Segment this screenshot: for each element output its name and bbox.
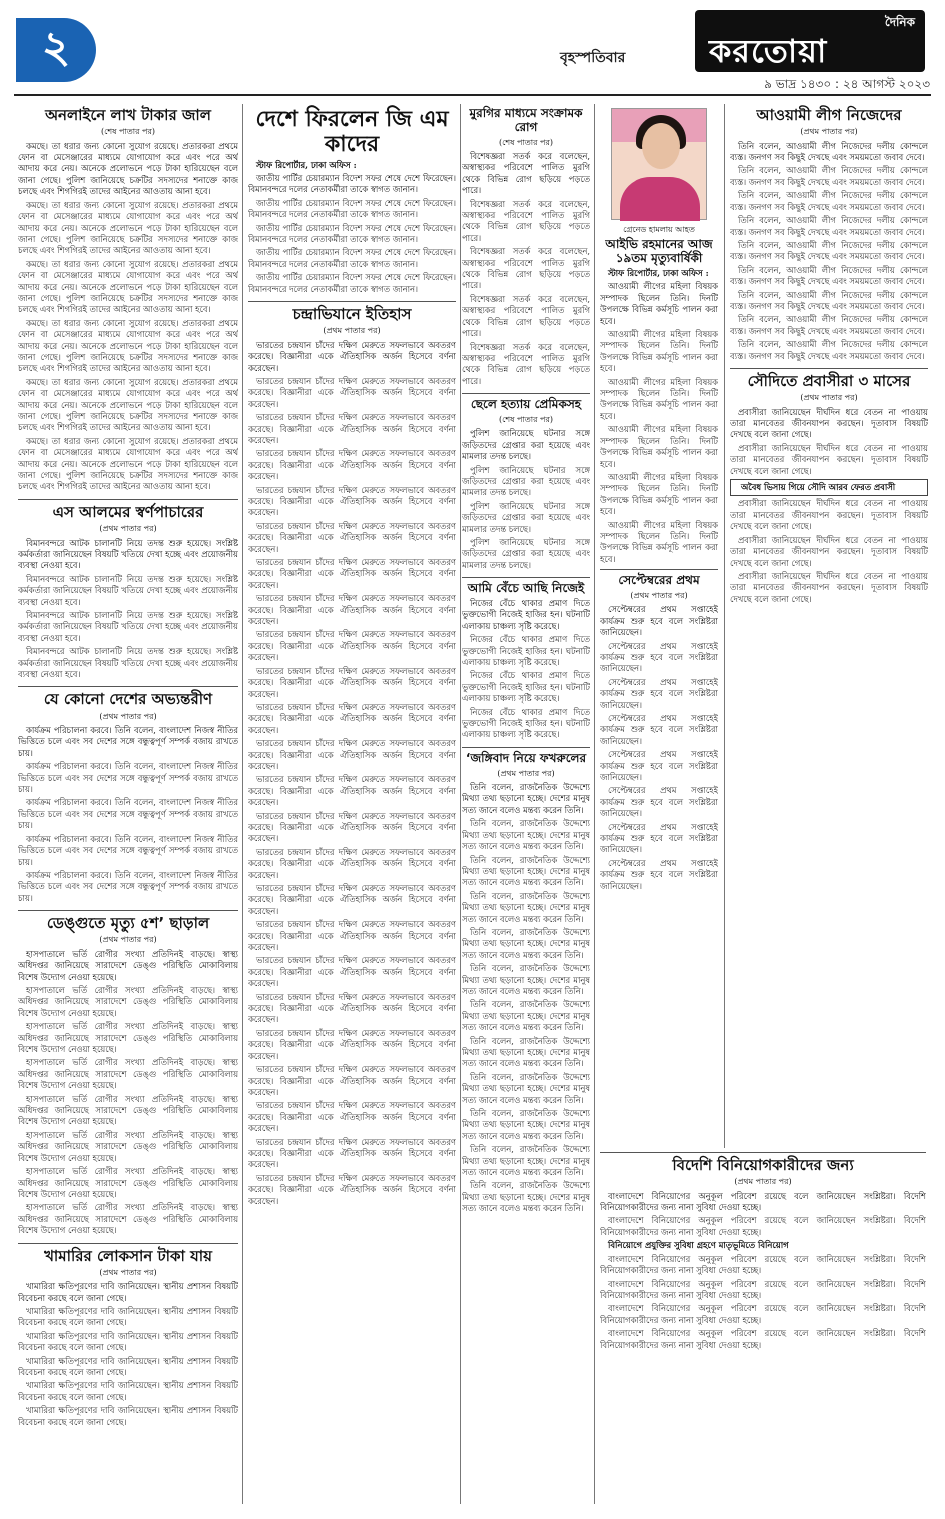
paragraph: প্রবাসীরা জানিয়েছেন দীর্ঘদিন ধরে বেতন না পাওয়ায় তারা মানবেতর জীবনযাপন করছেন। দূতাবাস বিষয়টি দেখছে বলে জানা গেছে। — [730, 534, 928, 568]
weekday: বৃহস্পতিবার — [560, 50, 626, 66]
inline-subhead: বিনিয়োগে প্রযুক্তির সুবিধা গ্রহণে মাতৃভূমিতে বিনিয়োগ — [608, 1240, 789, 1251]
paragraph: ভারতের চন্দ্রযান চাঁদের দক্ষিণ মেরুতে সফলভাবে অবতরণ করেছে। বিজ্ঞানীরা একে ঐতিহাসিক অর্জন হিসেবে বর্ণনা করেছেন। — [248, 339, 456, 373]
paragraph: ভারতের চন্দ্রযান চাঁদের দক্ষিণ মেরুতে সফলভাবে অবতরণ করেছে। বিজ্ঞানীরা একে ঐতিহাসিক অর্জন হিসেবে বর্ণনা করেছেন। — [248, 375, 456, 409]
article-body — [600, 604, 718, 892]
headline: ‘জঙ্গিবাদ নিয়ে ফখরুলের — [465, 750, 587, 765]
paragraph: প্রবাসীরা জানিয়েছেন দীর্ঘদিন ধরে বেতন না পাওয়ায় তারা মানবেতর জীবনযাপন করছেন। দূতাবাস বিষয়টি দেখছে বলে জানা গেছে। — [730, 442, 928, 476]
paragraph: তিনি বলেন, রাজনৈতিক উদ্দেশ্যে মিথ্যা তথ্য ছড়ানো হচ্ছে। দেশের মানুষ সত্য জানে বলেও মন্তব্য করেন তিনি। — [462, 1035, 590, 1069]
paragraph: আওয়ামী লীগের মহিলা বিষয়ক সম্পাদক ছিলেন তিনি। দিনটি উপলক্ষে বিভিন্ন কর্মসূচি পালন করা হবে। — [600, 329, 718, 374]
paragraph: প্রবাসীরা জানিয়েছেন দীর্ঘদিন ধরে বেতন না পাওয়ায় তারা মানবেতর জীবনযাপন করছেন। দূতাবাস বিষয়টি দেখছে বলে জানা গেছে। — [730, 570, 928, 604]
paragraph: তিনি বলেন, রাজনৈতিক উদ্দেশ্যে মিথ্যা তথ্য ছড়ানো হচ্ছে। দেশের মানুষ সত্য জানে বলেও মন্তব্য করেন তিনি। — [462, 782, 590, 815]
continued-note: (প্রথম পাতার পর) — [99, 711, 157, 721]
paragraph: তিনি বলেন, রাজনৈতিক উদ্দেশ্যে মিথ্যা তথ্য ছড়ানো হচ্ছে। দেশের মানুষ সত্য জানে বলেও মন্তব্য করেন তিনি। — [462, 1108, 590, 1141]
divider — [248, 301, 456, 302]
paragraph: খামারিরা ক্ষতিপূরণের দাবি জানিয়েছেন। স্থানীয় প্রশাসন বিষয়টি বিবেচনা করছে বলে জানা গেছে। — [18, 1330, 238, 1353]
paragraph: হাসপাতালে ভর্তি রোগীর সংখ্যা প্রতিদিনই বাড়ছে। স্বাস্থ্য অধিদপ্তর জানিয়েছে সারাদেশে ডেঙ্গু পরিস্থিতি মোকাবিলায় বিশেষ উদ্যোগ নেওয়া হয়েছে। — [18, 1166, 238, 1199]
paragraph: হাসপাতালে ভর্তি রোগীর সংখ্যা প্রতিদিনই বাড়ছে। স্বাস্থ্য অধিদপ্তর জানিয়েছে সারাদেশে ডেঙ্গু পরিস্থিতি মোকাবিলায় বিশেষ উদ্যোগ নেওয়া হয়েছে। — [18, 1202, 238, 1236]
headline: ডেঙ্গুতে মৃত্যু ৫শ’ ছাড়াল — [46, 914, 210, 933]
paragraph: তিনি বলেন, আওয়ামী লীগ নিজেদের দলীয় কোন্দলে ব্যস্ত। জনগণ সব কিছুই দেখছে এবং সময়মতো জবাব দেবে। — [730, 215, 928, 237]
continued-note: (প্রথম পাতার পর) — [99, 1267, 157, 1277]
column-divider — [594, 104, 595, 1504]
paragraph: ভারতের চন্দ্রযান চাঁদের দক্ষিণ মেরুতে সফলভাবে অবতরণ করেছে। বিজ্ঞানীরা একে ঐতিহাসিক অর্জন হিসেবে বর্ণনা করেছেন। — [248, 883, 456, 916]
masthead — [0, 0, 945, 92]
paragraph: কমছে। তা ধরার জন্য কোনো সুযোগ রয়েছে। প্রতারকরা প্রথমে ফোন বা মেসেঞ্জারের মাধ্যমে যোগাযোগ করে এবং পরে অর্থ আদায় করে নেয়। অনেকে প্রলোভনে পড়ে টাকা হারিয়েছেন বলে জানা গেছে। পুলিশ জানিয়েছে চক্রটির সদস্যদের শনাক্তে কাজ চলছে এবং শিগগিরই তাদের আইনের আওতায় আনা হবে। — [18, 376, 238, 433]
paragraph: বিশেষজ্ঞরা সতর্ক করে বলেছেন, অস্বাস্থ্যকর পরিবেশে পালিত মুরগি থেকে বিভিন্ন রোগ ছড়িয়ে পড়তে পারে। — [462, 341, 590, 386]
paragraph: বিমানবন্দরে আটক চালানটি নিয়ে তদন্ত শুরু হয়েছে। সংশ্লিষ্ট কর্মকর্তারা জানিয়েছেন বিষয়টি খতিয়ে দেখা হচ্ছে এবং প্রয়োজনীয় ব্যবস্থা নেওয়া হবে। — [18, 646, 238, 679]
paragraph: সেপ্টেম্বরের প্রথম সপ্তাহেই কার্যক্রম শুরু হবে বলে সংশ্লিষ্টরা জানিয়েছেন। — [600, 857, 718, 891]
paragraph: নিজের বেঁচে থাকার প্রমাণ দিতে ভুক্তভোগী নিজেই হাজির হন। ঘটনাটি এলাকায় চাঞ্চল্য সৃষ্টি করেছে। — [462, 706, 590, 740]
paragraph: পুলিশ জানিয়েছে ঘটনার সঙ্গে জড়িতদের গ্রেপ্তার করা হয়েছে এবং মামলার তদন্ত চলছে। — [462, 500, 590, 534]
paragraph: তিনি বলেন, আওয়ামী লীগ নিজেদের দলীয় কোন্দলে ব্যস্ত। জনগণ সব কিছুই দেখছে এবং সময়মতো জবাব দেবে। — [730, 239, 928, 262]
paragraph: ভারতের চন্দ্রযান চাঁদের দক্ষিণ মেরুতে সফলভাবে অবতরণ করেছে। বিজ্ঞানীরা একে ঐতিহাসিক অর্জন হিসেবে বর্ণনা করেছেন। — [248, 1027, 456, 1061]
inline-subhead: অবৈধ ভিসায় গিয়ে সৌদি আরব ফেরত প্রবাসী — [741, 482, 896, 493]
paragraph: কার্যক্রম পরিচালনা করবে। তিনি বলেন, বাংলাদেশ নিজস্ব নীতির ভিত্তিতে চলে এবং সব দেশের সঙ্গে বন্ধুত্বপূর্ণ সম্পর্ক বজায় রাখতে চায়। — [18, 761, 238, 795]
newspaper-logo — [695, 10, 925, 72]
paragraph: ভারতের চন্দ্রযান চাঁদের দক্ষিণ মেরুতে সফলভাবে অবতরণ করেছে। বিজ্ঞানীরা একে ঐতিহাসিক অর্জন হিসেবে বর্ণনা করেছেন। — [248, 1064, 456, 1097]
anniversary-tagline: গ্রেনেড হামলায় আহত — [623, 225, 695, 234]
paragraph: পুলিশ জানিয়েছে ঘটনার সঙ্গে জড়িতদের গ্রেপ্তার করা হয়েছে এবং মামলার তদন্ত চলছে। — [462, 428, 590, 462]
paragraph: তিনি বলেন, আওয়ামী লীগ নিজেদের দলীয় কোন্দলে ব্যস্ত। জনগণ সব কিছুই দেখছে এবং সময়মতো জবাব দেবে। — [730, 190, 928, 212]
paragraph: কার্যক্রম পরিচালনা করবে। তিনি বলেন, বাংলাদেশ নিজস্ব নীতির ভিত্তিতে চলে এবং সব দেশের সঙ্গে বন্ধুত্বপূর্ণ সম্পর্ক বজায় রাখতে চায়। — [18, 869, 238, 903]
paragraph: বিমানবন্দরে আটক চালানটি নিয়ে তদন্ত শুরু হয়েছে। সংশ্লিষ্ট কর্মকর্তারা জানিয়েছেন বিষয়টি খতিয়ে দেখা হচ্ছে এবং প্রয়োজনীয় ব্যবস্থা নেওয়া হবে। — [18, 537, 238, 571]
paragraph: বাংলাদেশে বিনিয়োগের অনুকূল পরিবেশ রয়েছে বলে জানিয়েছেন সংশ্লিষ্টরা। বিদেশি বিনিয়োগকারীদের জন্য নানা সুবিধা দেওয়া হচ্ছে। — [600, 1328, 926, 1350]
paragraph: নিজের বেঁচে থাকার প্রমাণ দিতে ভুক্তভোগী নিজেই হাজির হন। ঘটনাটি এলাকায় চাঞ্চল্য সৃষ্টি করেছে। — [462, 598, 590, 631]
headline: মুরগির মাধ্যমে সংক্রামক রোগ — [469, 106, 583, 134]
article-domestic — [18, 691, 238, 904]
article-body — [18, 1281, 238, 1428]
paragraph: বিশেষজ্ঞরা সতর্ক করে বলেছেন, অস্বাস্থ্যকর পরিবেশে পালিত মুরগি থেকে বিভিন্ন রোগ ছড়িয়ে পড়তে পারে। — [462, 198, 590, 243]
article-gold-smuggling — [18, 504, 238, 681]
article-son-murder — [462, 398, 590, 571]
paragraph: প্রবাসীরা জানিয়েছেন দীর্ঘদিন ধরে বেতন না পাওয়ায় তারা মানবেতর জীবনযাপন করছেন। দূতাবাস বিষয়টি দেখছে বলে জানা গেছে। — [730, 406, 928, 440]
paragraph: পুলিশ জানিয়েছে ঘটনার সঙ্গে জড়িতদের গ্রেপ্তার করা হয়েছে এবং মামলার তদন্ত চলছে। — [462, 536, 590, 570]
continued-note: (শেষ পাতার পর) — [100, 127, 156, 137]
article-online-fraud — [18, 107, 238, 493]
paragraph: ভারতের চন্দ্রযান চাঁদের দক্ষিণ মেরুতে সফলভাবে অবতরণ করেছে। বিজ্ঞানীরা একে ঐতিহাসিক অর্জন হিসেবে বর্ণনা করেছেন। — [248, 448, 456, 482]
headline: সেপ্টেম্বরের প্রথম — [618, 573, 700, 588]
paragraph: ভারতের চন্দ্রযান চাঁদের দক্ষিণ মেরুতে সফলভাবে অবতরণ করেছে। বিজ্ঞানীরা একে ঐতিহাসিক অর্জন হিসেবে বর্ণনা করেছেন। — [248, 629, 456, 663]
headline: আওয়ামী লীগ নিজেদের — [756, 106, 902, 124]
paragraph: আওয়ামী লীগের মহিলা বিষয়ক সম্পাদক ছিলেন তিনি। দিনটি উপলক্ষে বিভিন্ন কর্মসূচি পালন করা হবে। — [600, 376, 718, 421]
paragraph: বাংলাদেশে বিনিয়োগের অনুকূল পরিবেশ রয়েছে বলে জানিয়েছেন সংশ্লিষ্টরা। বিদেশি বিনিয়োগকারীদের জন্য নানা সুবিধা দেওয়া হচ্ছে। — [600, 1253, 926, 1276]
paragraph: তিনি বলেন, রাজনৈতিক উদ্দেশ্যে মিথ্যা তথ্য ছড়ানো হচ্ছে। দেশের মানুষ সত্য জানে বলেও মন্তব্য করেন তিনি। — [462, 1071, 590, 1105]
paragraph: সেপ্টেম্বরের প্রথম সপ্তাহেই কার্যক্রম শুরু হবে বলে সংশ্লিষ্টরা জানিয়েছেন। — [600, 821, 718, 855]
paragraph: সেপ্টেম্বরের প্রথম সপ্তাহেই কার্যক্রম শুরু হবে বলে সংশ্লিষ্টরা জানিয়েছেন। — [600, 676, 718, 710]
continued-note: (শেষ পাতার পর) — [498, 414, 554, 424]
paragraph: নিজের বেঁচে থাকার প্রমাণ দিতে ভুক্তভোগী নিজেই হাজির হন। ঘটনাটি এলাকায় চাঞ্চল্য সৃষ্টি করেছে। — [462, 634, 590, 668]
article-body — [18, 538, 238, 681]
column-center — [462, 104, 590, 1506]
continued-note: (প্রথম পাতার পর) — [800, 127, 858, 137]
continued-note: (প্রথম পাতার পর) — [630, 590, 688, 600]
paragraph: হাসপাতালে ভর্তি রোগীর সংখ্যা প্রতিদিনই বাড়ছে। স্বাস্থ্য অধিদপ্তর জানিয়েছে সারাদেশে ডেঙ্গু পরিস্থিতি মোকাবিলায় বিশেষ উদ্যোগ নেওয়া হয়েছে। — [18, 1093, 238, 1127]
paragraph: বিমানবন্দরে আটক চালানটি নিয়ে তদন্ত শুরু হয়েছে। সংশ্লিষ্ট কর্মকর্তারা জানিয়েছেন বিষয়টি খতিয়ে দেখা হচ্ছে এবং প্রয়োজনীয় ব্যবস্থা নেওয়া হবে। — [18, 609, 238, 643]
continued-note: (শেষ পাতার পর) — [498, 137, 554, 147]
divider — [18, 686, 238, 687]
paragraph: খামারিরা ক্ষতিপূরণের দাবি জানিয়েছেন। স্থানীয় প্রশাসন বিষয়টি বিবেচনা করছে বলে জানা গেছে। — [18, 1306, 238, 1328]
paragraph: আওয়ামী লীগের মহিলা বিষয়ক সম্পাদক ছিলেন তিনি। দিনটি উপলক্ষে বিভিন্ন কর্মসূচি পালন করা হবে। — [600, 424, 718, 469]
paragraph: ভারতের চন্দ্রযান চাঁদের দক্ষিণ মেরুতে সফলভাবে অবতরণ করেছে। বিজ্ঞানীরা একে ঐতিহাসিক অর্জন হিসেবে বর্ণনা করেছেন। — [248, 991, 456, 1025]
article-farm-loss — [18, 1248, 238, 1429]
paragraph: সেপ্টেম্বরের প্রথম সপ্তাহেই কার্যক্রম শুরু হবে বলে সংশ্লিষ্টরা জানিয়েছেন। — [600, 749, 718, 783]
article-body — [18, 141, 238, 493]
paragraph: পুলিশ জানিয়েছে ঘটনার সঙ্গে জড়িতদের গ্রেপ্তার করা হয়েছে এবং মামলার তদন্ত চলছে। — [462, 464, 590, 498]
paragraph: তিনি বলেন, রাজনৈতিক উদ্দেশ্যে মিথ্যা তথ্য ছড়ানো হচ্ছে। দেশের মানুষ সত্য জানে বলেও মন্তব্য করেন তিনি। — [462, 999, 590, 1033]
column-divider — [460, 104, 461, 1504]
paragraph: ভারতের চন্দ্রযান চাঁদের দক্ষিণ মেরুতে সফলভাবে অবতরণ করেছে। বিজ্ঞানীরা একে ঐতিহাসিক অর্জন হিসেবে বর্ণনা করেছেন। — [248, 1136, 456, 1170]
article-body — [730, 141, 928, 362]
paragraph: ভারতের চন্দ্রযান চাঁদের দক্ষিণ মেরুতে সফলভাবে অবতরণ করেছে। বিজ্ঞানীরা একে ঐতিহাসিক অর্জন হিসেবে বর্ণনা করেছেন। — [248, 1100, 456, 1134]
divider — [462, 393, 590, 394]
paragraph: ভারতের চন্দ্রযান চাঁদের দক্ষিণ মেরুতে সফলভাবে অবতরণ করেছে। বিজ্ঞানীরা একে ঐতিহাসিক অর্জন হিসেবে বর্ণনা করেছেন। — [248, 1172, 456, 1206]
article-body — [18, 949, 238, 1237]
paragraph: তিনি বলেন, আওয়ামী লীগ নিজেদের দলীয় কোন্দলে ব্যস্ত। জনগণ সব কিছুই দেখছে এবং সময়মতো জবাব দেবে। — [730, 314, 928, 336]
article-body — [600, 1191, 926, 1351]
paragraph: জাতীয় পার্টির চেয়ারম্যান বিদেশ সফর শেষে দেশে ফিরেছেন। বিমানবন্দরে দলের নেতাকর্মীরা তাকে স্বাগত জানান। — [248, 272, 456, 294]
paragraph: বিশেষজ্ঞরা সতর্ক করে বলেছেন, অস্বাস্থ্যকর পরিবেশে পালিত মুরগি থেকে বিভিন্ন রোগ ছড়িয়ে পড়তে পারে। — [462, 151, 590, 196]
paragraph: সেপ্টেম্বরের প্রথম সপ্তাহেই কার্যক্রম শুরু হবে বলে সংশ্লিষ্টরা জানিয়েছেন। — [600, 785, 718, 819]
headline: খামারির লোকসান টাকা যায় — [44, 1246, 212, 1265]
paragraph: ভারতের চন্দ্রযান চাঁদের দক্ষিণ মেরুতে সফলভাবে অবতরণ করেছে। বিজ্ঞানীরা একে ঐতিহাসিক অর্জন হিসেবে বর্ণনা করেছেন। — [248, 593, 456, 627]
paragraph: নিজের বেঁচে থাকার প্রমাণ দিতে ভুক্তভোগী নিজেই হাজির হন। ঘটনাটি এলাকায় চাঞ্চল্য সৃষ্টি করেছে। — [462, 670, 590, 704]
paragraph: ভারতের চন্দ্রযান চাঁদের দক্ষিণ মেরুতে সফলভাবে অবতরণ করেছে। বিজ্ঞানীরা একে ঐতিহাসিক অর্জন হিসেবে বর্ণনা করেছেন। — [248, 701, 456, 735]
paragraph: কমছে। তা ধরার জন্য কোনো সুযোগ রয়েছে। প্রতারকরা প্রথমে ফোন বা মেসেঞ্জারের মাধ্যমে যোগাযোগ করে এবং পরে অর্থ আদায় করে নেয়। অনেকে প্রলোভনে পড়ে টাকা হারিয়েছেন বলে জানা গেছে। পুলিশ জানিয়েছে চক্রটির সদস্যদের শনাক্তে কাজ চলছে এবং শিগগিরই তাদের আইনের আওতায় আনা হবে। — [18, 317, 238, 374]
article-awami-league — [730, 107, 928, 362]
paragraph: খামারিরা ক্ষতিপূরণের দাবি জানিয়েছেন। স্থানীয় প্রশাসন বিষয়টি বিবেচনা করছে বলে জানা গেছে। — [18, 1355, 238, 1378]
continued-note: (প্রথম পাতার পর) — [99, 524, 157, 534]
paragraph: ভারতের চন্দ্রযান চাঁদের দক্ষিণ মেরুতে সফলভাবে অবতরণ করেছে। বিজ্ঞানীরা একে ঐতিহাসিক অর্জন হিসেবে বর্ণনা করেছেন। — [248, 665, 456, 699]
article-september — [600, 574, 718, 892]
photo-cloth — [620, 177, 700, 221]
divider — [18, 910, 238, 911]
page-number: ২ — [16, 18, 96, 82]
headline: আইভি রহমানের আজ ১৯তম মৃত্যুবার্ষিকী — [605, 237, 713, 266]
article-chicken-disease — [462, 107, 590, 387]
paragraph: ভারতের চন্দ্রযান চাঁদের দক্ষিণ মেরুতে সফলভাবে অবতরণ করেছে। বিজ্ঞানীরা একে ঐতিহাসিক অর্জন হিসেবে বর্ণনা করেছেন। — [248, 557, 456, 590]
article-gm-kader — [248, 107, 456, 295]
article-body — [462, 151, 590, 387]
paragraph: কার্যক্রম পরিচালনা করবে। তিনি বলেন, বাংলাদেশ নিজস্ব নীতির ভিত্তিতে চলে এবং সব দেশের সঙ্গে বন্ধুত্বপূর্ণ সম্পর্ক বজায় রাখতে চায়। — [18, 725, 238, 758]
paragraph: জাতীয় পার্টির চেয়ারম্যান বিদেশ সফর শেষে দেশে ফিরেছেন। বিমানবন্দরে দলের নেতাকর্মীরা তাকে স্বাগত জানান। — [248, 197, 456, 220]
paragraph: হাসপাতালে ভর্তি রোগীর সংখ্যা প্রতিদিনই বাড়ছে। স্বাস্থ্য অধিদপ্তর জানিয়েছে সারাদেশে ডেঙ্গু পরিস্থিতি মোকাবিলায় বিশেষ উদ্যোগ নেওয়া হয়েছে। — [18, 1057, 238, 1091]
paragraph: তিনি বলেন, রাজনৈতিক উদ্দেশ্যে মিথ্যা তথ্য ছড়ানো হচ্ছে। দেশের মানুষ সত্য জানে বলেও মন্তব্য করেন তিনি। — [462, 854, 590, 888]
article-body — [462, 782, 590, 1215]
article-still-alive — [462, 582, 590, 741]
paragraph: ভারতের চন্দ্রযান চাঁদের দক্ষিণ মেরুতে সফলভাবে অবতরণ করেছে। বিজ্ঞানীরা একে ঐতিহাসিক অর্জন হিসেবে বর্ণনা করেছেন। — [248, 955, 456, 989]
paragraph: জাতীয় পার্টির চেয়ারম্যান বিদেশ সফর শেষে দেশে ফিরেছেন। বিমানবন্দরে দলের নেতাকর্মীরা তাকে স্বাগত জানান। — [248, 247, 456, 269]
header-divider — [14, 94, 931, 96]
paragraph: ভারতের চন্দ্রযান চাঁদের দক্ষিণ মেরুতে সফলভাবে অবতরণ করেছে। বিজ্ঞানীরা একে ঐতিহাসিক অর্জন হিসেবে বর্ণনা করেছেন। — [248, 810, 456, 844]
paragraph: কমছে। তা ধরার জন্য কোনো সুযোগ রয়েছে। প্রতারকরা প্রথমে ফোন বা মেসেঞ্জারের মাধ্যমে যোগাযোগ করে এবং পরে অর্থ আদায় করে নেয়। অনেকে প্রলোভনে পড়ে টাকা হারিয়েছেন বলে জানা গেছে। পুলিশ জানিয়েছে চক্রটির সদস্যদের শনাক্তে কাজ চলছে এবং শিগগিরই তাদের আইনের আওতায় আনা হবে। — [18, 199, 238, 256]
divider — [730, 368, 928, 369]
paragraph: সেপ্টেম্বরের প্রথম সপ্তাহেই কার্যক্রম শুরু হবে বলে সংশ্লিষ্টরা জানিয়েছেন। — [600, 713, 718, 746]
paragraph: বাংলাদেশে বিনিয়োগের অনুকূল পরিবেশ রয়েছে বলে জানিয়েছেন সংশ্লিষ্টরা। বিদেশি বিনিয়োগকারীদের জন্য নানা সুবিধা দেওয়া হচ্ছে। — [600, 1215, 926, 1237]
photo-face — [642, 123, 680, 169]
paragraph: আওয়ামী লীগের মহিলা বিষয়ক সম্পাদক ছিলেন তিনি। দিনটি উপলক্ষে বিভিন্ন কর্মসূচি পালন করা হবে। — [600, 281, 718, 326]
paragraph: হাসপাতালে ভর্তি রোগীর সংখ্যা প্রতিদিনই বাড়ছে। স্বাস্থ্য অধিদপ্তর জানিয়েছে সারাদেশে ডেঙ্গু পরিস্থিতি মোকাবিলায় বিশেষ উদ্যোগ নেওয়া হয়েছে। — [18, 985, 238, 1018]
paragraph: জাতীয় পার্টির চেয়ারম্যান বিদেশ সফর শেষে দেশে ফিরেছেন। বিমানবন্দরে দলের নেতাকর্মীরা তাকে স্বাগত জানান। — [248, 222, 456, 245]
paragraph: তিনি বলেন, আওয়ামী লীগ নিজেদের দলীয় কোন্দলে ব্যস্ত। জনগণ সব কিছুই দেখছে এবং সময়মতো জবাব দেবে। — [730, 165, 928, 187]
paragraph: হাসপাতালে ভর্তি রোগীর সংখ্যা প্রতিদিনই বাড়ছে। স্বাস্থ্য অধিদপ্তর জানিয়েছে সারাদেশে ডেঙ্গু পরিস্থিতি মোকাবিলায় বিশেষ উদ্যোগ নেওয়া হয়েছে। — [18, 1129, 238, 1163]
paragraph: তিনি বলেন, আওয়ামী লীগ নিজেদের দলীয় কোন্দলে ব্যস্ত। জনগণ সব কিছুই দেখছে এবং সময়মতো জবাব দেবে। — [730, 339, 928, 361]
paragraph: তিনি বলেন, রাজনৈতিক উদ্দেশ্যে মিথ্যা তথ্য ছড়ানো হচ্ছে। দেশের মানুষ সত্য জানে বলেও মন্তব্য করেন তিনি। — [462, 1180, 590, 1214]
article-militancy — [462, 752, 590, 1215]
paragraph: কমছে। তা ধরার জন্য কোনো সুযোগ রয়েছে। প্রতারকরা প্রথমে ফোন বা মেসেঞ্জারের মাধ্যমে যোগাযোগ করে এবং পরে অর্থ আদায় করে নেয়। অনেকে প্রলোভনে পড়ে টাকা হারিয়েছেন বলে জানা গেছে। পুলিশ জানিয়েছে চক্রটির সদস্যদের শনাক্তে কাজ চলছে এবং শিগগিরই তাদের আইনের আওতায় আনা হবে। — [18, 435, 238, 492]
continued-note: (প্রথম পাতার পর) — [323, 326, 381, 336]
headline: চন্দ্রাভিযানে ইতিহাস — [292, 305, 412, 324]
headline: এস আলমের স্বর্ণপাচারের — [52, 502, 204, 521]
byline: স্টাফ রিপোর্টার, ঢাকা অফিস : — [256, 159, 357, 170]
headline: যে কোনো দেশের অভ্যন্তরীণ — [43, 690, 213, 709]
paragraph: হাসপাতালে ভর্তি রোগীর সংখ্যা প্রতিদিনই বাড়ছে। স্বাস্থ্য অধিদপ্তর জানিয়েছে সারাদেশে ডেঙ্গু পরিস্থিতি মোকাবিলায় বিশেষ উদ্যোগ নেওয়া হয়েছে। — [18, 948, 238, 982]
article-body — [248, 340, 456, 1207]
paragraph: তিনি বলেন, রাজনৈতিক উদ্দেশ্যে মিথ্যা তথ্য ছড়ানো হচ্ছে। দেশের মানুষ সত্য জানে বলেও মন্তব্য করেন তিনি। — [462, 926, 590, 960]
divider — [600, 569, 718, 570]
column-2 — [248, 104, 456, 1506]
paragraph: বিশেষজ্ঞরা সতর্ক করে বলেছেন, অস্বাস্থ্যকর পরিবেশে পালিত মুরগি থেকে বিভিন্ন রোগ ছড়িয়ে পড়তে পারে। — [462, 293, 590, 339]
paragraph: ভারতের চন্দ্রযান চাঁদের দক্ষিণ মেরুতে সফলভাবে অবতরণ করেছে। বিজ্ঞানীরা একে ঐতিহাসিক অর্জন হিসেবে বর্ণনা করেছেন। — [248, 774, 456, 808]
column-divider — [242, 104, 243, 1504]
paragraph: বিশেষজ্ঞরা সতর্ক করে বলেছেন, অস্বাস্থ্যকর পরিবেশে পালিত মুরগি থেকে বিভিন্ন রোগ ছড়িয়ে পড়তে পারে। — [462, 246, 590, 291]
paragraph: ভারতের চন্দ্রযান চাঁদের দক্ষিণ মেরুতে সফলভাবে অবতরণ করেছে। বিজ্ঞানীরা একে ঐতিহাসিক অর্জন হিসেবে বর্ণনা করেছেন। — [248, 846, 456, 880]
paragraph: ভারতের চন্দ্রযান চাঁদের দক্ষিণ মেরুতে সফলভাবে অবতরণ করেছে। বিজ্ঞানীরা একে ঐতিহাসিক অর্জন হিসেবে বর্ণনা করেছেন। — [248, 484, 456, 518]
continued-note: (প্রথম পাতার পর) — [497, 768, 555, 778]
paragraph: ভারতের চন্দ্রযান চাঁদের দক্ষিণ মেরুতে সফলভাবে অবতরণ করেছে। বিজ্ঞানীরা একে ঐতিহাসিক অর্জন হিসেবে বর্ণনা করেছেন। — [248, 412, 456, 445]
article-body — [18, 725, 238, 904]
paragraph: কার্যক্রম পরিচালনা করবে। তিনি বলেন, বাংলাদেশ নিজস্ব নীতির ভিত্তিতে চলে এবং সব দেশের সঙ্গে বন্ধুত্বপূর্ণ সম্পর্ক বজায় রাখতে চায়। — [18, 797, 238, 831]
paragraph: প্রবাসীরা জানিয়েছেন দীর্ঘদিন ধরে বেতন না পাওয়ায় তারা মানবেতর জীবনযাপন করছেন। দূতাবাস বিষয়টি দেখছে বলে জানা গেছে। — [730, 498, 928, 532]
paragraph: খামারিরা ক্ষতিপূরণের দাবি জানিয়েছেন। স্থানীয় প্রশাসন বিষয়টি বিবেচনা করছে বলে জানা গেছে। — [18, 1281, 238, 1303]
paragraph: সেপ্টেম্বরের প্রথম সপ্তাহেই কার্যক্রম শুরু হবে বলে সংশ্লিষ্টরা জানিয়েছেন। — [600, 640, 718, 674]
article-body — [730, 407, 928, 606]
paragraph: খামারিরা ক্ষতিপূরণের দাবি জানিয়েছেন। স্থানীয় প্রশাসন বিষয়টি বিবেচনা করছে বলে জানা গেছে। — [18, 1405, 238, 1427]
divider — [462, 577, 590, 578]
article-body — [600, 268, 718, 565]
headline: দেশে ফিরলেন জি এম কাদের — [255, 107, 449, 158]
article-body — [462, 598, 590, 741]
paragraph: তিনি বলেন, রাজনৈতিক উদ্দেশ্যে মিথ্যা তথ্য ছড়ানো হচ্ছে। দেশের মানুষ সত্য জানে বলেও মন্তব্য করেন তিনি। — [462, 890, 590, 924]
headline: ছেলে হত্যায় প্রেমিকসহ — [470, 397, 582, 412]
paragraph: বাংলাদেশে বিনিয়োগের অনুকূল পরিবেশ রয়েছে বলে জানিয়েছেন সংশ্লিষ্টরা। বিদেশি বিনিয়োগকারীদের জন্য নানা সুবিধা দেওয়া হচ্ছে। — [600, 1303, 926, 1325]
paragraph: তিনি বলেন, আওয়ামী লীগ নিজেদের দলীয় কোন্দলে ব্যস্ত। জনগণ সব কিছুই দেখছে এবং সময়মতো জবাব দেবে। — [730, 140, 928, 163]
issue-date: ৯ ভাদ্র ১৪৩০ : ২৪ আগস্ট ২০২৩ — [764, 77, 930, 91]
paragraph: আওয়ামী লীগের মহিলা বিষয়ক সম্পাদক ছিলেন তিনি। দিনটি উপলক্ষে বিভিন্ন কর্মসূচি পালন করা হবে। — [600, 519, 718, 564]
divider — [600, 1152, 926, 1153]
portrait-photo — [611, 108, 707, 220]
article-dengue — [18, 915, 238, 1236]
divider — [18, 1243, 238, 1244]
paragraph: কার্যক্রম পরিচালনা করবে। তিনি বলেন, বাংলাদেশ নিজস্ব নীতির ভিত্তিতে চলে এবং সব দেশের সঙ্গে বন্ধুত্বপূর্ণ সম্পর্ক বজায় রাখতে চায়। — [18, 833, 238, 867]
headline: আমি বেঁচে আছি নিজেই — [467, 581, 585, 596]
column-1 — [18, 104, 238, 1506]
paragraph: কমছে। তা ধরার জন্য কোনো সুযোগ রয়েছে। প্রতারকরা প্রথমে ফোন বা মেসেঞ্জারের মাধ্যমে যোগাযোগ করে এবং পরে অর্থ আদায় করে নেয়। অনেকে প্রলোভনে পড়ে টাকা হারিয়েছেন বলে জানা গেছে। পুলিশ জানিয়েছে চক্রটির সদস্যদের শনাক্তে কাজ চলছে এবং শিগগিরই তাদের আইনের আওতায় আনা হবে। — [18, 258, 238, 315]
paragraph: তিনি বলেন, রাজনৈতিক উদ্দেশ্যে মিথ্যা তথ্য ছড়ানো হচ্ছে। দেশের মানুষ সত্য জানে বলেও মন্তব্য করেন তিনি। — [462, 818, 590, 852]
logo-name: করতোয়া — [709, 32, 828, 70]
paragraph: হাসপাতালে ভর্তি রোগীর সংখ্যা প্রতিদিনই বাড়ছে। স্বাস্থ্য অধিদপ্তর জানিয়েছে সারাদেশে ডেঙ্গু পরিস্থিতি মোকাবিলায় বিশেষ উদ্যোগ নেওয়া হয়েছে। — [18, 1021, 238, 1055]
continued-note: (প্রথম পাতার পর) — [734, 1177, 792, 1187]
paragraph: তিনি বলেন, আওয়ামী লীগ নিজেদের দলীয় কোন্দলে ব্যস্ত। জনগণ সব কিছুই দেখছে এবং সময়মতো জবাব দেবে। — [730, 289, 928, 311]
paragraph: ভারতের চন্দ্রযান চাঁদের দক্ষিণ মেরুতে সফলভাবে অবতরণ করেছে। বিজ্ঞানীরা একে ঐতিহাসিক অর্জন হিসেবে বর্ণনা করেছেন। — [248, 738, 456, 771]
paragraph: তিনি বলেন, রাজনৈতিক উদ্দেশ্যে মিথ্যা তথ্য ছড়ানো হচ্ছে। দেশের মানুষ সত্য জানে বলেও মন্তব্য করেন তিনি। — [462, 963, 590, 996]
paragraph: সেপ্টেম্বরের প্রথম সপ্তাহেই কার্যক্রম শুরু হবে বলে সংশ্লিষ্টরা জানিয়েছেন। — [600, 604, 718, 638]
paragraph: জাতীয় পার্টির চেয়ারম্যান বিদেশ সফর শেষে দেশে ফিরেছেন। বিমানবন্দরে দলের নেতাকর্মীরা তাকে স্বাগত জানান। — [248, 173, 456, 195]
headline: অনলাইনে লাখ টাকার জাল — [45, 106, 211, 124]
paragraph: বাংলাদেশে বিনিয়োগের অনুকূল পরিবেশ রয়েছে বলে জানিয়েছেন সংশ্লিষ্টরা। বিদেশি বিনিয়োগকারীদের জন্য নানা সুবিধা দেওয়া হচ্ছে। — [600, 1190, 926, 1213]
article-foreign-investors — [600, 1148, 926, 1506]
continued-note: (প্রথম পাতার পর) — [99, 935, 157, 945]
headline: সৌদিতে প্রবাসীরা ৩ মাসের — [747, 371, 911, 390]
paragraph: তিনি বলেন, রাজনৈতিক উদ্দেশ্যে মিথ্যা তথ্য ছড়ানো হচ্ছে। দেশের মানুষ সত্য জানে বলেও মন্তব্য করেন তিনি। — [462, 1144, 590, 1178]
paragraph: বিমানবন্দরে আটক চালানটি নিয়ে তদন্ত শুরু হয়েছে। সংশ্লিষ্ট কর্মকর্তারা জানিয়েছেন বিষয়টি খতিয়ে দেখা হচ্ছে এবং প্রয়োজনীয় ব্যবস্থা নেওয়া হবে। — [18, 573, 238, 607]
logo-daily-label: দৈনিক — [884, 15, 915, 29]
paragraph: তিনি বলেন, আওয়ামী লীগ নিজেদের দলীয় কোন্দলে ব্যস্ত। জনগণ সব কিছুই দেখছে এবং সময়মতো জবাব দেবে। — [730, 264, 928, 287]
paragraph: খামারিরা ক্ষতিপূরণের দাবি জানিয়েছেন। স্থানীয় প্রশাসন বিষয়টি বিবেচনা করছে বলে জানা গেছে। — [18, 1380, 238, 1402]
article-saudi-expats — [730, 373, 928, 605]
article-body — [462, 428, 590, 571]
byline: স্টাফ রিপোর্টার, ঢাকা অফিস : — [608, 268, 709, 278]
paragraph: কমছে। তা ধরার জন্য কোনো সুযোগ রয়েছে। প্রতারকরা প্রথমে ফোন বা মেসেঞ্জারের মাধ্যমে যোগাযোগ করে এবং পরে অর্থ আদায় করে নেয়। অনেকে প্রলোভনে পড়ে টাকা হারিয়েছেন বলে জানা গেছে। পুলিশ জানিয়েছে চক্রটির সদস্যদের শনাক্তে কাজ চলছে এবং শিগগিরই তাদের আইনের আওতায় আনা হবে। — [18, 140, 238, 197]
paragraph: আওয়ামী লীগের মহিলা বিষয়ক সম্পাদক ছিলেন তিনি। দিনটি উপলক্ষে বিভিন্ন কর্মসূচি পালন করা হবে। — [600, 471, 718, 517]
divider — [18, 499, 238, 500]
divider — [462, 747, 590, 748]
continued-note: (প্রথম পাতার পর) — [800, 393, 858, 403]
paragraph: বাংলাদেশে বিনিয়োগের অনুকূল পরিবেশ রয়েছে বলে জানিয়েছেন সংশ্লিষ্টরা। বিদেশি বিনিয়োগকারীদের জন্য নানা সুবিধা দেওয়া হচ্ছে। — [600, 1278, 926, 1300]
paragraph: ভারতের চন্দ্রযান চাঁদের দক্ষিণ মেরুতে সফলভাবে অবতরণ করেছে। বিজ্ঞানীরা একে ঐতিহাসিক অর্জন হিসেবে বর্ণনা করেছেন। — [248, 520, 456, 554]
article-moon-mission — [248, 306, 456, 1207]
headline: বিদেশি বিনিয়োগকারীদের জন্য — [672, 1156, 854, 1174]
article-body — [248, 160, 456, 295]
paragraph: ভারতের চন্দ্রযান চাঁদের দক্ষিণ মেরুতে সফলভাবে অবতরণ করেছে। বিজ্ঞানীরা একে ঐতিহাসিক অর্জন হিসেবে বর্ণনা করেছেন। — [248, 919, 456, 953]
